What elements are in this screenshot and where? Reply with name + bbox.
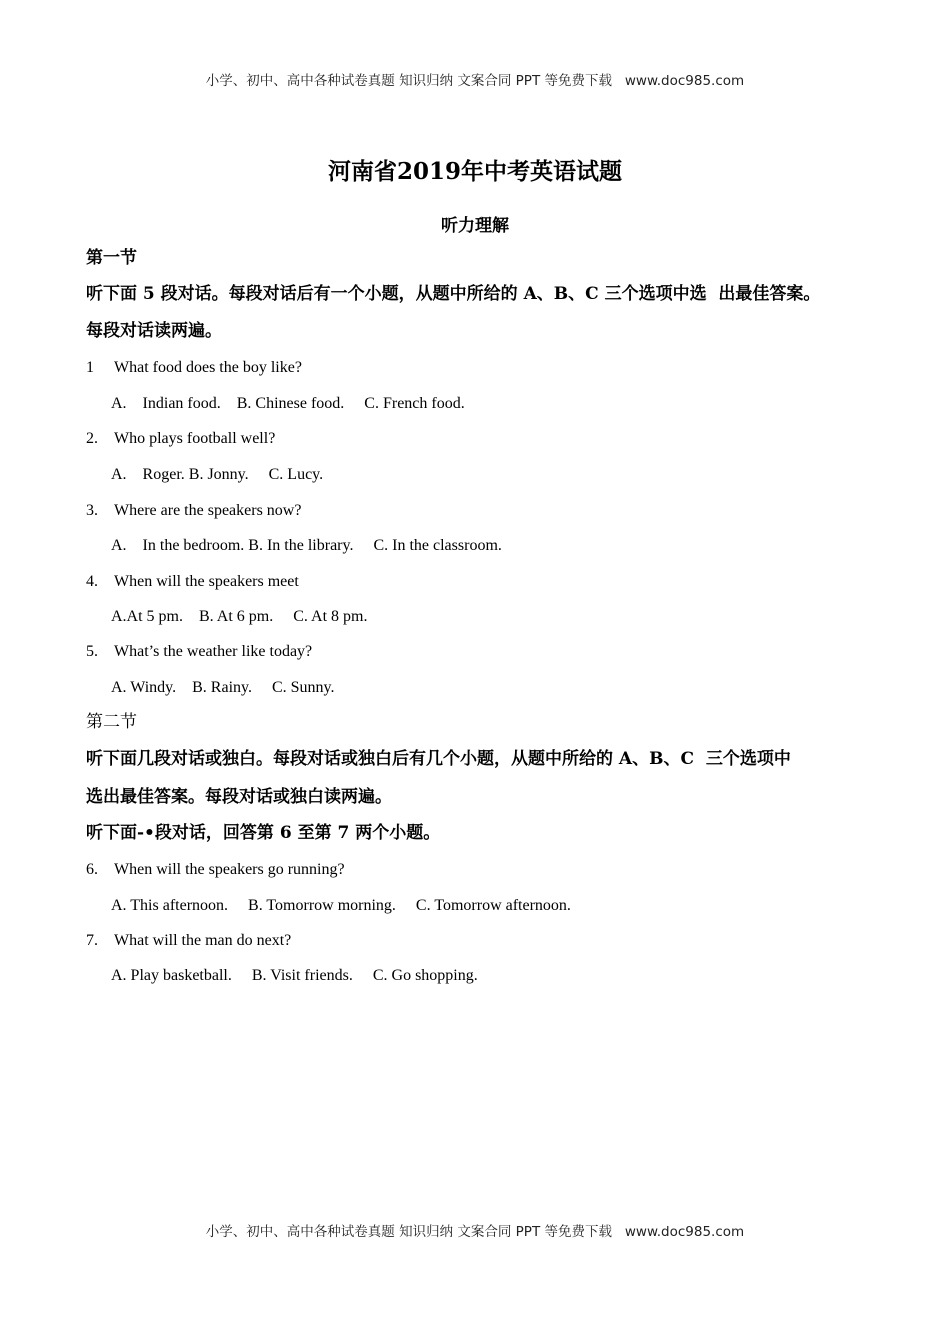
section1-instruction-line2: 每段对话读两遍。 (86, 321, 222, 341)
question-text: Where are the speakers now? (114, 502, 302, 519)
question-2-options: A. Roger. B. Jonny. C. Lucy. (111, 466, 324, 483)
section1-instruction-line1: 听下面 5 段对话。每段对话后有一个小题，从题中所给的 A、B、C 三个选项中选 出最佳答案。 (86, 284, 821, 304)
question-4 (86, 572, 299, 591)
question-number: 1 (86, 359, 94, 376)
page-footer: 小学、初中、高中各种试卷真题 知识归纳 文案合同 PPT 等免费下载 www.doc985.com (205, 1224, 745, 1240)
question-text: When will the speakers meet (114, 573, 299, 590)
section2-instruction-line2: 选出最佳答案。每段对话或独白读两遍。 (86, 787, 392, 807)
question-6 (86, 860, 345, 879)
question-3 (86, 501, 301, 520)
question-number: 4. (86, 573, 98, 590)
section2-heading: 第二节 (86, 712, 137, 732)
question-number: 3. (86, 502, 98, 519)
question-2 (86, 429, 275, 448)
question-7 (86, 931, 291, 950)
question-1-options: A. Indian food. B. Chinese food. C. French food. (111, 395, 465, 412)
question-number: 7. (86, 932, 98, 949)
question-text: Who plays football well? (114, 430, 276, 447)
question-text: When will the speakers go running? (114, 861, 345, 878)
section1-heading: 第一节 (86, 248, 137, 268)
question-text: What will the man do next? (114, 932, 292, 949)
question-5-options: A. Windy. B. Rainy. C. Sunny. (111, 679, 335, 696)
question-7-options: A. Play basketball. B. Visit friends. C. Go shopping. (111, 967, 478, 984)
question-3-options: A. In the bedroom. B. In the library. C. In the classroom. (111, 537, 502, 554)
question-number: 6. (86, 861, 98, 878)
question-5 (86, 642, 312, 661)
page-header: 小学、初中、高中各种试卷真题 知识归纳 文案合同 PPT 等免费下载 www.doc985.com (205, 73, 745, 89)
section2-instruction-line1: 听下面几段对话或独白。每段对话或独白后有几个小题，从题中所给的 A、B、C 三个选项中 (86, 749, 791, 769)
section-title-listening: 听力理解 (441, 216, 509, 236)
question-1 (86, 358, 302, 377)
document-title: 河南省2019年中考英语试题 (327, 158, 622, 185)
question-text: What’s the weather like today? (114, 643, 313, 660)
question-text: What food does the boy like? (114, 359, 302, 376)
question-number: 2. (86, 430, 98, 447)
section2-sub-instruction: 听下面-•段对话，回答第 6 至第 7 两个小题。 (86, 823, 441, 843)
question-4-options: A.At 5 pm. B. At 6 pm. C. At 8 pm. (111, 608, 368, 625)
question-number: 5. (86, 643, 98, 660)
question-6-options: A. This afternoon. B. Tomorrow morning. C. Tomorrow afternoon. (111, 897, 571, 914)
